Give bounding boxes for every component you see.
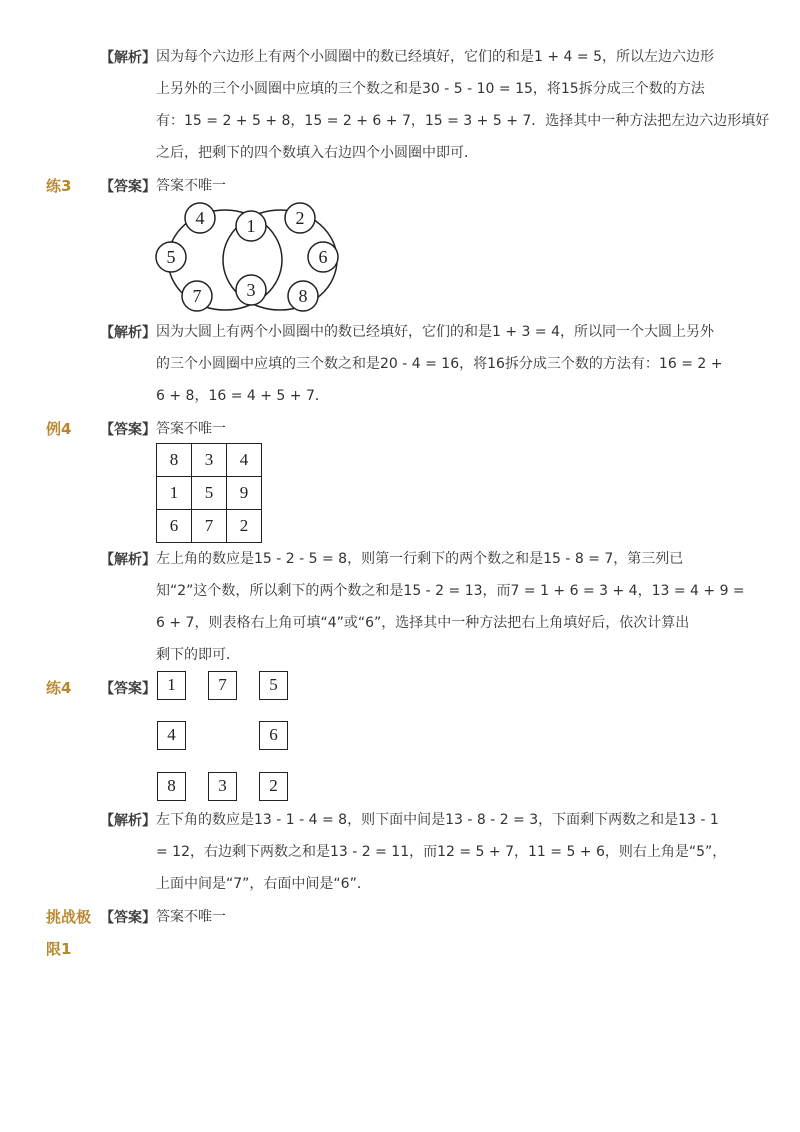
circle-number: 2 [295, 208, 305, 228]
grid-cell: 2 [227, 510, 262, 543]
grid-cell: 5 [192, 477, 227, 510]
explain-line: 6 + 8，16 = 4 + 5 + 7． [156, 388, 329, 404]
circle-diagram [150, 198, 350, 316]
section-label-lian4: 练4 [46, 679, 72, 697]
explain-line: 剩下的即可． [156, 647, 240, 663]
explain-line: 上另外的三个小圆圈中应填的三个数之和是30 - 5 - 10 = 15，将15拆分成三个数的方法 [156, 81, 705, 97]
explain-line: 左下角的数应是13 - 1 - 4 = 8，则下面中间是13 - 8 - 2 = 3，下面剩下两数之和是13 - 1 [156, 812, 719, 828]
circle-number: 1 [246, 216, 256, 236]
small-circle [236, 211, 266, 241]
grid-cell: 6 [157, 510, 192, 543]
section-label-challenge-2: 限1 [46, 940, 72, 958]
section-label-challenge: 挑战极 [46, 908, 92, 926]
grid-cell: 8 [157, 444, 192, 477]
explain-tag: 【解析】 [100, 325, 156, 341]
circle-number: 4 [195, 208, 205, 228]
section-label-li4: 例4 [46, 420, 72, 438]
small-circle [185, 203, 215, 233]
small-circle [182, 281, 212, 311]
magic-square-grid [156, 443, 262, 543]
small-circle [285, 203, 315, 233]
answer-tag: 【答案】 [100, 422, 156, 438]
explain-line: 因为大圆上有两个小圆圈中的数已经填好，它们的和是1 + 3 = 4，所以同一个大圆上另外 [156, 324, 714, 340]
grid-cell: 7 [192, 510, 227, 543]
explain-line: 知“2”这个数，所以剩下的两个数之和是15 - 2 = 13，而7 = 1 + 6 = 3 + 4，13 = 4 + 9 = [156, 583, 745, 599]
grid-cell: 9 [227, 477, 262, 510]
circle-number: 8 [298, 286, 308, 306]
section-label-lian3: 练3 [46, 177, 72, 195]
number-box: 1 [157, 671, 186, 700]
number-box: 3 [208, 772, 237, 801]
explain-line: 6 + 7，则表格右上角可填“4”或“6”，选择其中一种方法把右上角填好后，依次计算出 [156, 615, 690, 631]
number-box: 4 [157, 721, 186, 750]
answer-tag: 【答案】 [100, 681, 156, 697]
explain-line: 的三个小圆圈中应填的三个数之和是20 - 4 = 16，将16拆分成三个数的方法有：16 = 2 + [156, 356, 723, 372]
explain-line: 有：15 = 2 + 5 + 8，15 = 2 + 6 + 7，15 = 3 + 5 + 7．选择其中一种方法把左边六边形填好 [156, 113, 770, 129]
explain-line: 之后，把剩下的四个数填入右边四个小圆圈中即可． [156, 145, 478, 161]
explain-tag: 【解析】 [100, 813, 156, 829]
small-circle [236, 275, 266, 305]
circle-number: 7 [192, 286, 202, 306]
explain-line: 上面中间是“7”，右面中间是“6”． [156, 876, 371, 892]
explain-line: = 12，右边剩下两数之和是13 - 2 = 11，而12 = 5 + 7，11 = 5 + 6，则右上角是“5”， [156, 844, 727, 860]
grid-cell: 4 [227, 444, 262, 477]
circle-number: 3 [246, 280, 256, 300]
circle-number: 6 [318, 247, 328, 267]
explain-line: 左上角的数应是15 - 2 - 5 = 8，则第一行剩下的两个数之和是15 - 8 = 7，第三列已 [156, 551, 684, 567]
answer-text: 答案不唯一 [156, 421, 226, 437]
number-box: 8 [157, 772, 186, 801]
small-circle [308, 242, 338, 272]
small-circle [156, 242, 186, 272]
number-box: 7 [208, 671, 237, 700]
circle-number: 5 [166, 247, 176, 267]
explain-tag: 【解析】 [100, 50, 156, 66]
small-circle [288, 281, 318, 311]
explain-line: 因为每个六边形上有两个小圆圈中的数已经填好，它们的和是1 + 4 = 5，所以左边六边形 [156, 49, 714, 65]
answer-text: 答案不唯一 [156, 178, 226, 194]
number-box: 2 [259, 772, 288, 801]
grid-cell: 3 [192, 444, 227, 477]
answer-tag: 【答案】 [100, 179, 156, 195]
answer-text: 答案不唯一 [156, 909, 226, 925]
number-box: 6 [259, 721, 288, 750]
grid-cell: 1 [157, 477, 192, 510]
answer-tag: 【答案】 [100, 910, 156, 926]
number-box: 5 [259, 671, 288, 700]
explain-tag: 【解析】 [100, 552, 156, 568]
